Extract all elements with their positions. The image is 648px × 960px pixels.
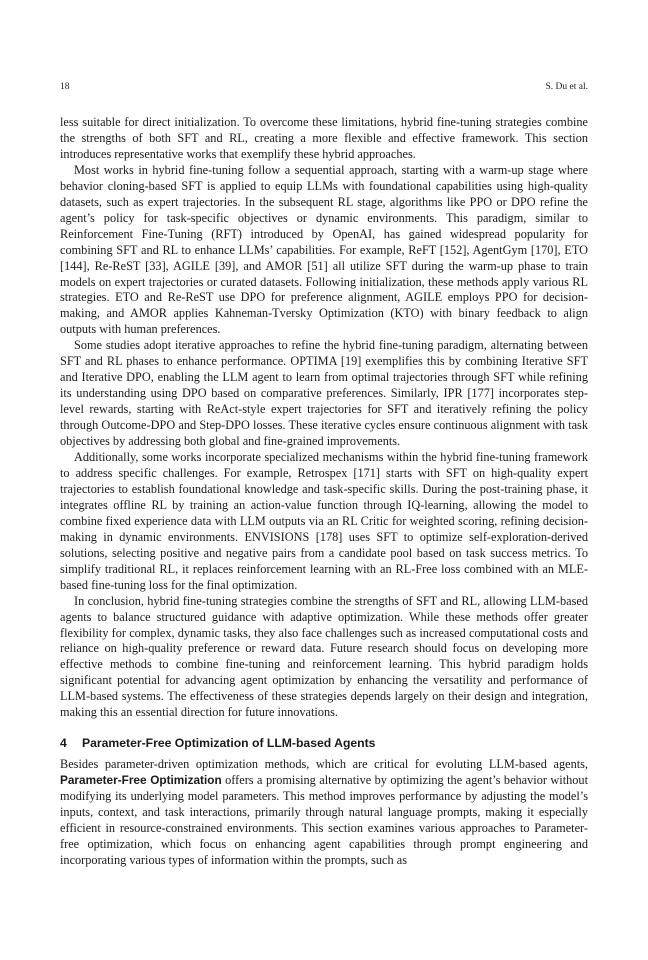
intro-text-rest: offers a promising alternative by optimizing the agent’s behavior without modifying its underlying model parameters. This method improves performance by adjusting the model’s inputs, context, and task interactions, primarily through natural language prompts, making it especially efficient in resource-constrained environments. This section examines various approaches to Parameter-free optimization, which focus on enhancing agent capabilities through prompt engineering and incorporating various types of information within the prompts, such as	[60, 773, 588, 867]
paragraph-specialized-mechanisms: Additionally, some works incorporate specialized mechanisms within the hybrid fine-tuning framework to address specific challenges. For example, Retrospex [171] starts with SFT on high-quality expert trajectories to establish foundational knowledge and task-specific skills. During the post-training phase, it integrates offline RL by training an action-value function through IQ-learning, allowing the model to combine fixed experience data with LLM outputs via an RL Critic for weighted scoring, refining decision-making in dynamic environments. ENVISIONS [178] uses SFT to optimize self-exploration-derived solutions, selecting positive and negative pairs from a candidate pool based on task success metrics. To simplify traditional RL, it replaces reinforcement learning with an RL-Free loss combined with an MLE-based fine-tuning loss for the final optimization.	[60, 450, 588, 592]
paragraph-iterative-approach: Some studies adopt iterative approaches to refine the hybrid fine-tuning paradigm, alternating between SFT and RL phases to enhance performance. OPTIMA [19] exemplifies this by combining Iterative SFT and Iterative DPO, enabling the LLM agent to learn from optimal trajectories through SFT while refining its understanding using DPO based on comparative preferences. Similarly, IPR [177] incorporates step-level rewards, starting with ReAct-style expert trajectories for SFT and iteratively refining the policy through Outcome-DPO and Step-DPO losses. These iterative cycles ensure continuous alignment with task objectives by addressing both global and fine-grained improvements.	[60, 338, 588, 449]
intro-text-start: Besides parameter-driven optimization methods, which are critical for evoluting LLM-based agents,	[60, 757, 588, 772]
running-header	[60, 80, 588, 94]
paragraph-sequential-approach: Most works in hybrid fine-tuning follow a sequential approach, starting with a warm-up stage where behavior cloning-based SFT is applied to equip LLMs with foundational capabilities using high-quality datasets, such as expert trajectories. In the subsequent RL stage, algorithms like PPO or DPO refine the agent’s policy for task-specific objectives or dynamic environments. This paradigm, similar to Reinforcement Fine-Tuning (RFT) introduced by OpenAI, has gained widespread popularity for combining SFT and RL to enhance LLMs’ capabilities. For example, ReFT [152], AgentGym [170], ETO [144], Re-ReST [33], AGILE [39], and AMOR [51] all utilize SFT during the warm-up phase to train models on expert trajectories or curated datasets. Following initialization, these methods apply various RL strategies. ETO and Re-ReST use DPO for preference alignment, AGILE employs PPO for decision-making, and AMOR applies Kahneman-Tversky Optimization (KTO) with binary feedback to align outputs with human preferences.	[60, 162, 588, 337]
paragraph-parameter-free-intro	[60, 757, 588, 869]
bold-term: Parameter-Free Optimization	[60, 773, 222, 788]
section-title: Parameter-Free Optimization of LLM-based Agents	[82, 736, 376, 751]
page-number: 18	[60, 82, 70, 92]
body-text	[60, 115, 588, 869]
paragraph-conclusion: In conclusion, hybrid fine-tuning strategies combine the strengths of SFT and RL, allowing LLM-based agents to balance structured guidance with adaptive optimization. While these methods offer greater flexibility for complex, dynamic tasks, they also face challenges such as increased computational costs and reliance on high-quality preference or reward data. Future research should focus on developing more effective methods to combine fine-tuning and reinforcement learning. This hybrid paradigm holds significant potential for advancing agent optimization by enhancing the versatility and performance of LLM-based systems. The effectiveness of these strategies depends largely on their design and integration, making this an essential direction for future innovations.	[60, 593, 588, 720]
paragraph-continuation: less suitable for direct initialization. To overcome these limitations, hybrid fine-tuning strategies combine the strengths of both SFT and RL, creating a more flexible and effective framework. This section introduces representative works that exemplify these hybrid approaches.	[60, 115, 588, 161]
running-author: S. Du et al.	[545, 82, 588, 92]
section-heading	[60, 735, 588, 751]
section-number: 4	[60, 736, 67, 751]
